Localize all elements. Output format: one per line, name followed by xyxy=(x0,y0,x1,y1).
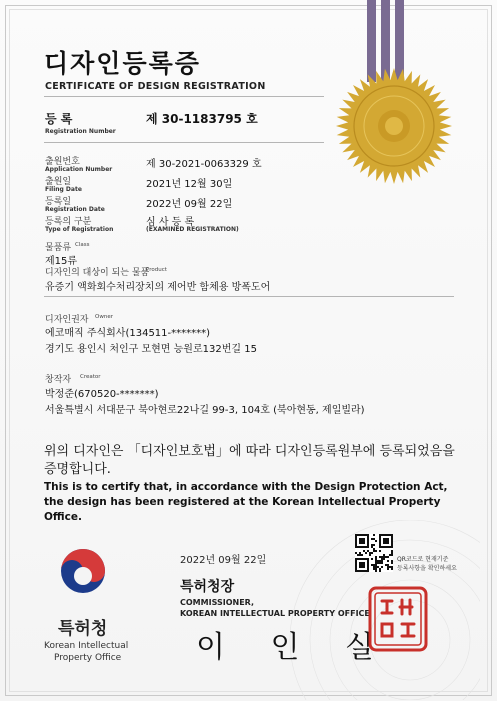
statement-korean-line-1: 위의 디자인은 「디자인보호법」에 따라 디자인등록원부에 등록되었음을 xyxy=(44,444,455,459)
filing-date-value: 2021년 12월 30일 xyxy=(146,179,233,190)
commissioner-title-ko: 특허청장 xyxy=(180,579,235,595)
filing-date-label-en: Filing Date xyxy=(45,186,82,193)
registration-label: 등 록 xyxy=(45,112,73,126)
product-divider xyxy=(44,296,454,297)
official-red-stamp xyxy=(368,586,428,652)
registration-divider xyxy=(44,142,324,143)
application-number-label-en: Application Number xyxy=(45,166,113,173)
registration-date-value: 2022년 09월 22일 xyxy=(146,199,233,210)
qr-note-line-2: 등록사항을 확인하세요 xyxy=(397,565,457,572)
issue-date: 2022년 09월 22일 xyxy=(180,555,267,566)
application-number-value: 제 30-2021-0063329 호 xyxy=(146,159,262,170)
creator-label-en: Creator xyxy=(80,374,101,380)
title-divider xyxy=(44,96,324,97)
registration-label-en: Registration Number xyxy=(45,128,116,135)
office-logo-text: 특허청 xyxy=(58,619,108,639)
owner-label-en: Owner xyxy=(95,314,113,320)
filing-date-label: 출원일 xyxy=(45,177,72,187)
gold-seal-icon xyxy=(334,66,454,186)
owner-name: 에코매직 주식회사(134511-*******) xyxy=(45,328,211,339)
creator-address: 서울특별시 서대문구 북아현로22나길 99-3, 104호 (북아현동, 제일빌라) xyxy=(45,405,365,416)
office-name-en-line-1: Korean Intellectual xyxy=(44,641,129,651)
kipo-taeguk-logo xyxy=(58,546,108,596)
application-number-label: 출원번호 xyxy=(45,157,80,167)
class-value: 제15류 xyxy=(45,256,78,267)
page-subtitle: CERTIFICATE OF DESIGN REGISTRATION xyxy=(45,81,266,92)
registration-number: 제 30-1183795 호 xyxy=(146,112,258,126)
page-title: 디자인등록증 xyxy=(44,49,201,78)
class-label-en: Class xyxy=(75,242,90,248)
registration-type-value: 심 사 등 록 xyxy=(146,217,195,228)
commissioner-title-en-line-2: KOREAN INTELLECTUAL PROPERTY OFFICE xyxy=(180,609,370,618)
product-value: 유증기 액화회수처리장치의 제어반 함체용 방폭도어 xyxy=(45,282,271,293)
owner-address: 경기도 용인시 처인구 모현면 능원로132번길 15 xyxy=(45,344,257,355)
qr-note-line-1: QR코드로 현재기준 xyxy=(397,556,449,563)
registration-type-label-en: Type of Registration xyxy=(45,226,114,233)
qr-code xyxy=(355,534,393,572)
statement-korean-line-2: 증명합니다. xyxy=(44,462,111,477)
product-label-en: Product xyxy=(146,267,167,273)
creator-label: 창작자 xyxy=(45,375,72,385)
statement-english: This is to certify that, in accordance with the Design Protection Act, the design has been registered at the Korean Intellectual Property Office. xyxy=(44,481,448,523)
office-name-en-line-2: Property Office xyxy=(54,653,122,663)
registration-date-label-en: Registration Date xyxy=(45,206,105,213)
class-label: 물품류 xyxy=(45,243,72,253)
commissioner-title-en-line-1: COMMISSIONER, xyxy=(180,598,255,607)
commissioner-signature: 이 인 실 xyxy=(196,630,393,665)
creator-name: 박정준(670520-*******) xyxy=(45,389,159,400)
registration-type-label: 등록의 구분 xyxy=(45,217,92,227)
owner-label: 디자인권자 xyxy=(45,315,89,325)
registration-type-value-en: (EXAMINED REGISTRATION) xyxy=(146,226,239,233)
product-label: 디자인의 대상이 되는 물품 xyxy=(45,268,150,278)
registration-date-label: 등록일 xyxy=(45,197,72,207)
